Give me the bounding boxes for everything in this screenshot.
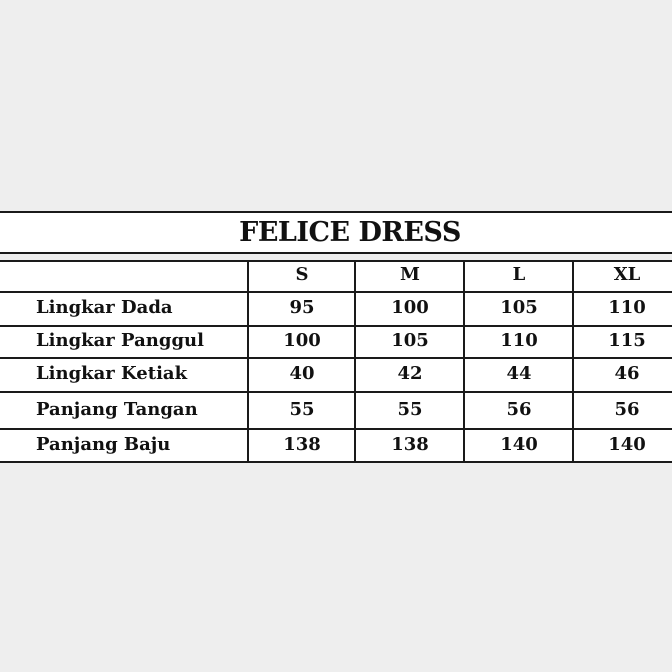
table-cell: 55 <box>397 399 423 420</box>
table-cell: 138 <box>283 434 321 455</box>
column-divider <box>572 261 574 463</box>
column-header-m: M <box>400 264 420 285</box>
table-cell: 100 <box>283 330 321 351</box>
table-cell: 40 <box>289 363 315 384</box>
column-divider <box>247 261 249 463</box>
column-divider <box>354 261 356 463</box>
table-cell: 95 <box>289 297 315 318</box>
table-cell: 56 <box>614 399 640 420</box>
row-label: Lingkar Ketiak <box>36 363 188 384</box>
divider <box>0 211 672 213</box>
table-cell: 55 <box>289 399 315 420</box>
row-label: Lingkar Panggul <box>36 330 204 351</box>
table-cell: 46 <box>614 363 640 384</box>
column-divider <box>463 261 465 463</box>
table-cell: 140 <box>500 434 538 455</box>
table-cell: 44 <box>506 363 532 384</box>
table-cell: 105 <box>500 297 538 318</box>
column-header-s: S <box>295 264 309 285</box>
table-cell: 138 <box>391 434 429 455</box>
row-label: Panjang Tangan <box>36 399 198 420</box>
column-header-l: L <box>512 264 526 285</box>
row-label: Panjang Baju <box>36 434 171 455</box>
page-title: FELICE DRESS <box>239 217 461 248</box>
divider <box>0 252 672 254</box>
column-header-xl: XL <box>613 264 641 285</box>
table-cell: 100 <box>391 297 429 318</box>
table-cell: 110 <box>608 297 646 318</box>
table-cell: 56 <box>506 399 532 420</box>
row-label: Lingkar Dada <box>36 297 173 318</box>
table-cell: 105 <box>391 330 429 351</box>
table-cell: 42 <box>397 363 423 384</box>
table-cell: 110 <box>500 330 538 351</box>
table-cell: 115 <box>608 330 646 351</box>
table-cell: 140 <box>608 434 646 455</box>
